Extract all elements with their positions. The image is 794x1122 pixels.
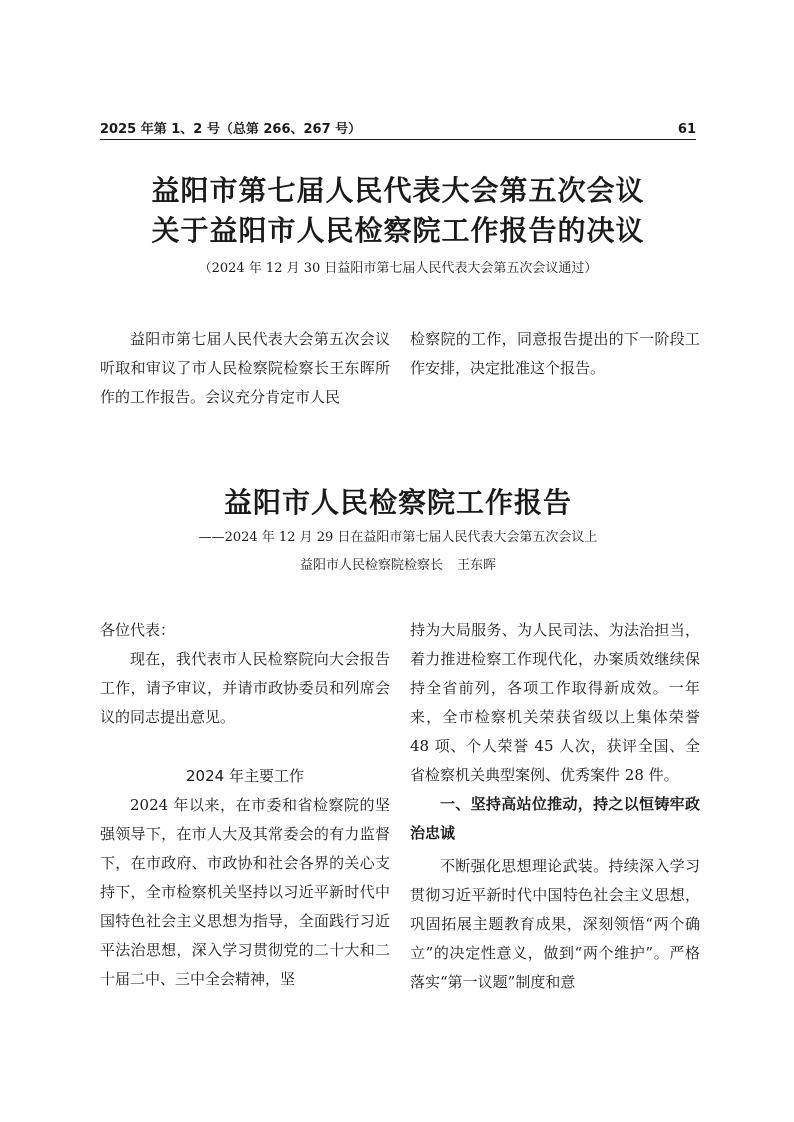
resolution-title-line1: 益阳市第七届人民代表大会第五次会议 (151, 174, 645, 207)
resolution-title-line2: 关于益阳市人民检察院工作报告的决议 (151, 214, 645, 247)
section-heading: 2024 年主要工作 (186, 767, 304, 785)
point1-heading: 一、坚持高站位推动，持之以恒铸牢政治忠诚 (410, 795, 700, 842)
issue-label: 2025 年第 1、2 号（总第 266、267 号） (100, 122, 362, 137)
resolution-left-text: 益阳市第七届人民代表大会第五次会议听取和审议了市人民检察院检察长王东晖所作的工作报告。会议充分肯定市人民 (100, 330, 390, 406)
point1-paragraph: 不断强化思想理论武装。持续深入学习贯彻习近平新时代中国特色社会主义思想，巩固拓展主题教育成果，深刻领悟“两个确立”的决定性意义，做到“两个维护”。严格落实“第一议题”制度和意 (410, 857, 700, 991)
header-rule (100, 139, 696, 140)
resolution-right-text: 检察院的工作，同意报告提出的下一阶段工作安排，决定批准这个报告。 (410, 330, 700, 377)
intro-paragraph: 现在，我代表市人民检察院向大会报告工作，请予审议，并请市政协委员和列席会议的同志提出意见。 (100, 650, 390, 726)
author-role: 益阳市人民检察院检察长 (299, 558, 443, 573)
running-header (100, 117, 696, 137)
report-author (100, 556, 696, 576)
resolution-subtitle: （2024 年 12 月 30 日益阳市第七届人民代表大会第五次会议通过） (198, 261, 598, 276)
report-subtitle: ——2024 年 12 月 29 日在益阳市第七届人民代表大会第五次会议上 (198, 530, 598, 545)
report-left-column (100, 616, 390, 994)
salutation: 各位代表： (100, 621, 176, 639)
continued-paragraph: 持为大局服务、为人民司法、为法治担当，着力推进检察工作现代化，办案质效继续保持全省前列，各项工作取得新成效。一年来，全市检察机关荣获省级以上集体荣誉 48 项、个人荣誉 45 人次，获评全国、全省检察机关典型案例、优秀案件 28 件。 (410, 621, 700, 784)
main-work-paragraph: 2024 年以来，在市委和省检察院的坚强领导下，在市人大及其常委会的有力监督下，在市政府、市政协和社会各界的关心支持下，全市检察机关坚持以习近平新时代中国特色社会主义思想为指导，全面践行习近平法治思想，深入学习贯彻党的二十大和二十届二中、三中全会精神，坚 (100, 796, 390, 988)
author-name: 王东晖 (457, 558, 497, 573)
report-title: 益阳市人民检察院工作报告 (223, 486, 572, 519)
report-right-column (410, 616, 700, 997)
page-number: 61 (677, 122, 696, 137)
resolution-left-column (100, 325, 390, 412)
resolution-right-column (410, 325, 700, 383)
